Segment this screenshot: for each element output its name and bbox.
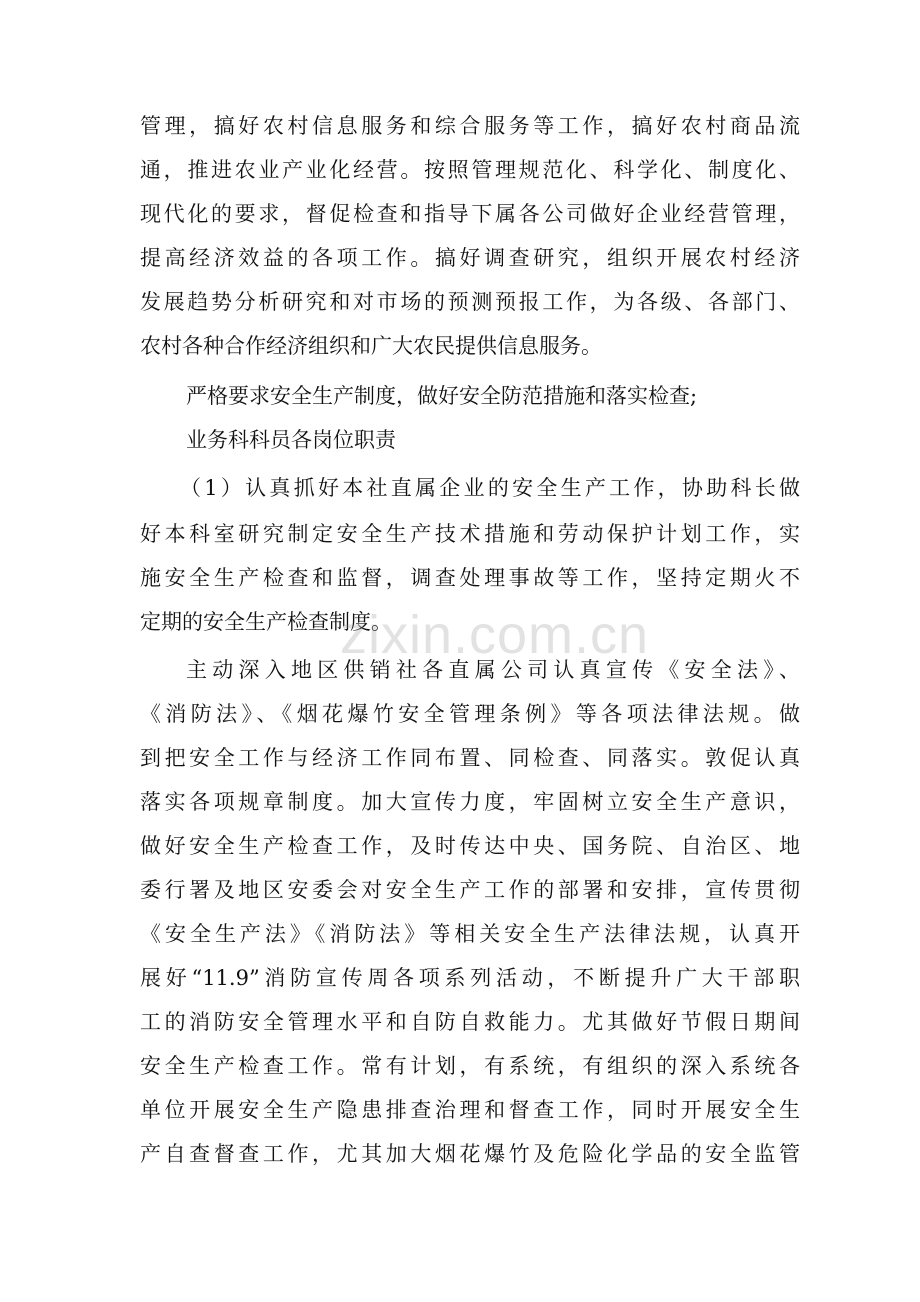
text-line: 现代化的要求，督促检查和指导下属各公司做好企业经营管理， (140, 202, 800, 226)
text-line: 做好安全生产检查工作，及时传达中央、国务院、自治区、地 (140, 834, 800, 858)
text-line: 到把安全工作与经济工作同布置、同检查、同落实。敦促认真 (140, 746, 800, 770)
watermark: zixin.com.cn (340, 605, 650, 665)
section-heading: 业务科科员各岗位职责 (186, 428, 396, 452)
text-line: 主动深入地区供销社各直属公司认真宣传《安全法》、 (186, 658, 800, 682)
text-line: 通，推进农业产业化经营。按照管理规范化、科学化、制度化、 (140, 158, 800, 182)
text-line: 定期的安全生产检查制度。 (140, 610, 392, 634)
text-line: 发展趋势分析研究和对市场的预测预报工作，为各级、各部门、 (140, 290, 800, 314)
text-line: 落实各项规章制度。加大宣传力度，牢固树立安全生产意识， (140, 790, 800, 814)
text-line: 农村各种合作经济组织和广大农民提供信息服务。 (140, 334, 602, 358)
text-line: （1）认真抓好本社直属企业的安全生产工作，协助科长做 (180, 476, 800, 500)
text-line: 产自查督查工作，尤其加大烟花爆竹及危险化学品的安全监管 (140, 1142, 800, 1166)
text-line: 工的消防安全管理水平和自防自救能力。尤其做好节假日期间 (140, 1010, 800, 1034)
text-line: 《消防法》、《烟花爆竹安全管理条例》等各项法律法规。做 (140, 702, 800, 726)
text-line: 严格要求安全生产制度，做好安全防范措施和落实检查; (186, 384, 698, 408)
text-line: 管理，搞好农村信息服务和综合服务等工作，搞好农村商品流 (140, 114, 800, 138)
text-line: 好本科室研究制定安全生产技术措施和劳动保护计划工作，实 (140, 522, 800, 546)
text-line: 提高经济效益的各项工作。搞好调查研究，组织开展农村经济 (140, 246, 800, 270)
text-line: 单位开展安全生产隐患排查治理和督查工作，同时开展安全生 (140, 1098, 800, 1122)
text-line: 委行署及地区安委会对安全生产工作的部署和安排，宣传贯彻 (140, 878, 800, 902)
text-line: 安全生产检查工作。常有计划，有系统，有组织的深入系统各 (140, 1054, 800, 1078)
text-line: 展好“11.9”消防宣传周各项系列活动，不断提升广大干部职 (140, 966, 800, 990)
text-line: 施安全生产检查和监督，调查处理事故等工作，坚持定期火不 (140, 566, 800, 590)
text-line: 《安全生产法》《消防法》等相关安全生产法律法规，认真开 (140, 922, 800, 946)
